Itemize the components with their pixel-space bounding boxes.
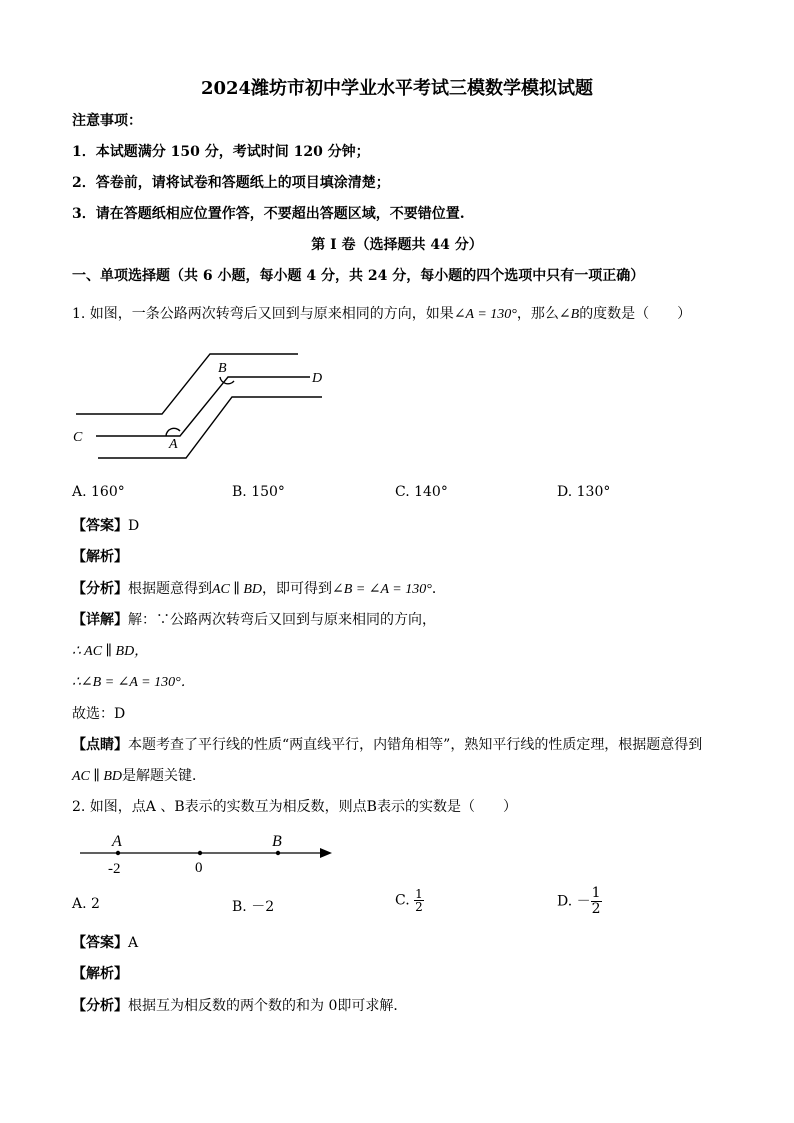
q2-option-b: B. －2 xyxy=(232,899,275,915)
q2-answer-tag: 【答案】 xyxy=(72,935,128,951)
q1-detail-tag: 【详解】 xyxy=(72,612,128,628)
q2-option-a: A. 2 xyxy=(72,896,100,912)
q2-fenxi-tag: 【分析】 xyxy=(72,998,128,1014)
q1-detail-line-1: 解：∵公路两次转弯后又回到与原来相同的方向， xyxy=(128,612,436,628)
q1-stem-text-c: 的度数是（ ） xyxy=(579,306,692,322)
q2-fenxi xyxy=(72,995,407,1015)
road-outer-bottom-line xyxy=(98,397,322,458)
q1-fenxi-b: ，即可得到 xyxy=(262,581,333,597)
q1-option-d: D. 130° xyxy=(557,484,611,500)
angle-A-arc xyxy=(166,428,180,436)
point-A-value: -2 xyxy=(108,861,121,877)
q1-detail-line-2: ∴ AC ∥ BD， xyxy=(72,644,149,659)
q1-option-c: C. 140° xyxy=(395,484,448,500)
q1-stem-text-a: 1. 如图，一条公路两次转弯后又回到与原来相同的方向，如果 xyxy=(72,306,454,322)
q2-option-d xyxy=(557,886,602,917)
label-A: A xyxy=(169,437,178,452)
q2-option-c-fraction xyxy=(414,888,424,913)
notice-item-2: 2．答卷前，请将试卷和答题纸上的项目填涂清楚； xyxy=(72,175,390,191)
q1-answer-tag: 【答案】 xyxy=(72,518,128,534)
label-D: D xyxy=(312,371,323,386)
q1-analysis-tag: 【解析】 xyxy=(72,549,128,565)
notice-item-3: 3．请在答题纸相应位置作答，不要超出答题区域，不要错位置. xyxy=(72,206,465,222)
q1-detail xyxy=(72,609,436,629)
page-title: 2024潍坊市初中学业水平考试三模数学模拟试题 xyxy=(200,78,594,99)
q1-dianjing-math: AC ∥ BD xyxy=(72,769,123,784)
q2-option-c-num: 1 xyxy=(415,887,423,901)
point-O-dot xyxy=(198,851,202,855)
q1-choose: 故选：D xyxy=(72,706,126,722)
q2-option-c-prefix: C. xyxy=(395,892,410,909)
q2-answer xyxy=(72,932,138,952)
q1-answer xyxy=(72,515,139,535)
part-title: 第 I 卷（选择题共 44 分） xyxy=(311,237,483,253)
q2-option-d-den: 2 xyxy=(591,901,601,917)
q1-fenxi xyxy=(72,578,446,598)
q1-fenxi-tag: 【分析】 xyxy=(72,581,128,597)
q1-stem-math: ∠A = 130° xyxy=(453,307,517,322)
point-B-label: B xyxy=(272,833,282,850)
question-1-stem xyxy=(72,303,691,323)
q1-detail-line-3: ∴∠B = ∠A = 130°． xyxy=(72,675,195,690)
q1-option-a: A. 160° xyxy=(72,484,125,500)
q1-dianjing-line-2 xyxy=(72,765,206,785)
q1-dianjing-text-2: 是解题关键． xyxy=(122,768,207,784)
point-A-dot xyxy=(116,851,120,855)
label-B: B xyxy=(218,361,227,376)
origin-value: 0 xyxy=(195,860,203,876)
road-figure xyxy=(70,345,330,465)
notice-item-1: 1．本试题满分 150 分，考试时间 120 分钟； xyxy=(72,144,370,160)
point-A-label: A xyxy=(112,833,122,850)
road-outer-top-line xyxy=(76,354,298,414)
q1-fenxi-math-2: ∠B = ∠A = 130° xyxy=(332,582,432,597)
q1-stem-text-b: ，那么 xyxy=(516,306,559,322)
q2-option-d-prefix: D. xyxy=(557,893,573,910)
q1-fenxi-a: 根据题意得到 xyxy=(128,581,212,597)
q1-fenxi-math-1: AC ∥ BD xyxy=(212,582,263,597)
q1-stem-math-2: ∠B xyxy=(558,307,580,322)
point-B-dot xyxy=(276,851,280,855)
q2-option-d-fraction xyxy=(591,886,602,917)
notice-heading: 注意事项： xyxy=(72,113,142,129)
section-title: 一、单项选择题（共 6 小题，每小题 4 分，共 24 分，每小题的四个选项中只有一项正确） xyxy=(72,268,645,284)
q2-fenxi-text: 根据互为相反数的两个数的和为 0即可求解． xyxy=(128,998,408,1014)
q1-dianjing xyxy=(72,734,702,754)
q2-option-d-sign: － xyxy=(576,893,591,910)
q1-fenxi-c: ． xyxy=(431,581,446,597)
number-line-figure xyxy=(70,826,340,878)
q1-dianjing-tag: 【点睛】 xyxy=(72,737,128,753)
q2-option-d-num: 1 xyxy=(591,885,601,901)
q2-analysis-tag: 【解析】 xyxy=(72,966,128,982)
label-C: C xyxy=(73,430,83,445)
q1-answer-value: D xyxy=(128,518,140,534)
q2-option-c xyxy=(395,888,424,913)
q1-option-b: B. 150° xyxy=(232,484,285,500)
q2-option-c-den: 2 xyxy=(415,900,423,914)
question-2-stem: 2. 如图，点A 、B表示的实数互为相反数，则点B表示的实数是（ ） xyxy=(72,799,517,815)
number-line-arrow-icon xyxy=(320,848,332,858)
q1-dianjing-text: 本题考查了平行线的性质“两直线平行，内错角相等”，熟知平行线的性质定理，根据题意得到 xyxy=(128,737,703,753)
road-center-line xyxy=(96,377,310,436)
q2-answer-value: A xyxy=(128,935,139,951)
